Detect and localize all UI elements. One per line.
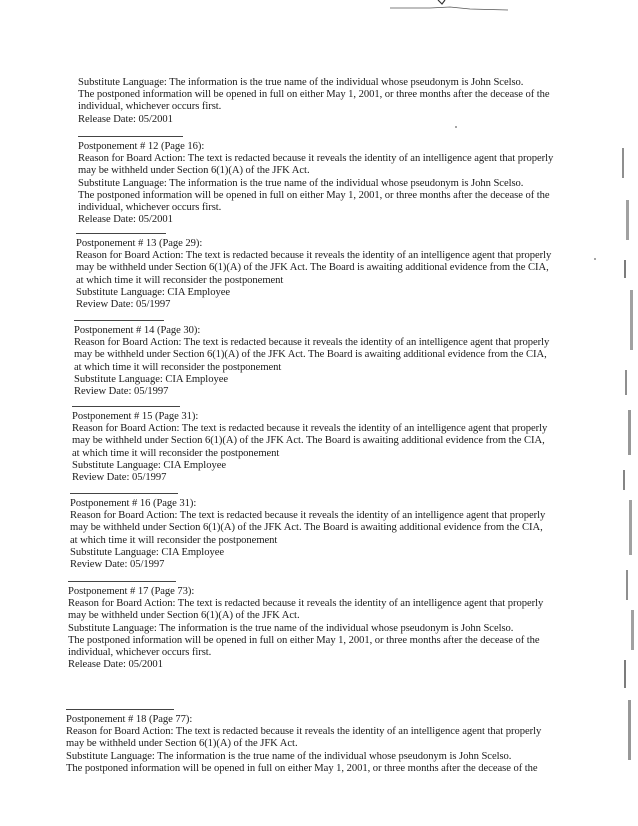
section-divider xyxy=(78,136,183,137)
postponement-text-line: The postponed information will be opened in full on either May 1, 2001, or three months after the decease of the xyxy=(68,634,540,646)
section-divider xyxy=(72,406,180,407)
postponement-text-line: at which time it will reconsider the postponement xyxy=(70,534,278,546)
postponement-text-line: individual, whichever occurs first. xyxy=(78,101,222,113)
postponement-text-line: may be withheld under Section 6(1)(A) of the JFK Act. The Board is awaiting additional evidence from the CIA, xyxy=(70,522,543,534)
postponement-text-line: Reason for Board Action: The text is redacted because it reveals the identity of an intelligence agent that properly xyxy=(70,510,546,522)
postponement-text-line: may be withheld under Section 6(1)(A) of the JFK Act. xyxy=(78,165,310,177)
postponement-heading: Postponement # 16 (Page 31): xyxy=(70,498,197,509)
postponement-text-line: may be withheld under Section 6(1)(A) of the JFK Act. The Board is awaiting additional evidence from the CIA, xyxy=(72,435,545,447)
postponement-text-line: Reason for Board Action: The text is redacted because it reveals the identity of an intelligence agent that properly xyxy=(72,423,548,435)
postponement-text-line: Substitute Language: CIA Employee xyxy=(72,459,226,471)
postponement-text-line: Reason for Board Action: The text is redacted because it reveals the identity of an intelligence agent that properly xyxy=(68,598,544,610)
postponement-text-line: Substitute Language: CIA Employee xyxy=(74,373,228,385)
scan-artifact-top xyxy=(390,0,510,12)
section-divider xyxy=(70,493,178,494)
postponement-text-line: The postponed information will be opened in full on either May 1, 2001, or three months after the decease of the xyxy=(78,89,550,101)
postponement-heading: Postponement # 15 (Page 31): xyxy=(72,411,199,422)
scan-edge-noise xyxy=(616,140,638,780)
postponement-heading: Postponement # 17 (Page 73): xyxy=(68,586,195,597)
postponement-text-line: The postponed information will be opened in full on either May 1, 2001, or three months after the decease of the xyxy=(78,189,550,201)
postponement-text-line: Substitute Language: The information is the true name of the individual whose pseudonym is John Scelso. xyxy=(78,77,524,88)
postponement-text-line: Review Date: 05/1997 xyxy=(70,559,165,570)
postponement-text-line: Reason for Board Action: The text is redacted because it reveals the identity of an intelligence agent that properly xyxy=(76,250,552,262)
postponement-text-line: individual, whichever occurs first. xyxy=(78,202,222,213)
scan-speck xyxy=(594,258,596,260)
postponement-text-line: Substitute Language: The information is the true name of the individual whose pseudonym is John Scelso. xyxy=(78,177,524,189)
postponement-heading: Postponement # 13 (Page 29): xyxy=(76,238,203,249)
postponement-text-line: Substitute Language: The information is the true name of the individual whose pseudonym is John Scelso. xyxy=(68,622,514,634)
postponement-text-line: Review Date: 05/1997 xyxy=(74,386,169,397)
postponement-text-line: Substitute Language: CIA Employee xyxy=(70,546,224,558)
postponement-text-line: Substitute Language: The information is the true name of the individual whose pseudonym is John Scelso. xyxy=(66,750,512,762)
postponement-heading: Postponement # 18 (Page 77): xyxy=(66,714,193,725)
postponement-text-line: may be withheld under Section 6(1)(A) of the JFK Act. The Board is awaiting additional evidence from the CIA, xyxy=(76,262,549,274)
postponement-heading: Postponement # 14 (Page 30): xyxy=(74,325,201,336)
postponement-text-line: Substitute Language: CIA Employee xyxy=(76,286,230,298)
postponement-text-line: The postponed information will be opened in full on either May 1, 2001, or three months after the decease of the xyxy=(66,762,538,774)
postponement-text-line: may be withheld under Section 6(1)(A) of the JFK Act. xyxy=(68,610,300,622)
postponement-text-line: Release Date: 05/2001 xyxy=(78,214,173,226)
postponement-text-line: Release Date: 05/2001 xyxy=(68,659,163,671)
postponement-text-line: individual, whichever occurs first. xyxy=(68,647,212,658)
scan-speck xyxy=(455,126,457,128)
postponement-text-line: at which time it will reconsider the postponement xyxy=(72,447,280,459)
postponement-text-line: Reason for Board Action: The text is redacted because it reveals the identity of an intelligence agent that properly xyxy=(66,726,542,738)
postponement-text-line: Release Date: 05/2001 xyxy=(78,113,173,125)
postponement-text-line: at which time it will reconsider the postponement xyxy=(74,361,282,373)
section-divider xyxy=(68,581,176,582)
postponement-text-line: may be withheld under Section 6(1)(A) of the JFK Act. xyxy=(66,738,298,750)
postponement-text-line: Reason for Board Action: The text is redacted because it reveals the identity of an intelligence agent that properly xyxy=(74,337,550,349)
postponement-text-line: may be withheld under Section 6(1)(A) of the JFK Act. The Board is awaiting additional evidence from the CIA, xyxy=(74,349,547,361)
postponement-text-line: Reason for Board Action: The text is redacted because it reveals the identity of an intelligence agent that properly xyxy=(78,153,554,165)
section-divider xyxy=(66,709,174,710)
postponement-text-line: Review Date: 05/1997 xyxy=(72,472,167,483)
section-divider xyxy=(76,233,166,234)
postponement-heading: Postponement # 12 (Page 16): xyxy=(78,141,205,152)
postponement-text-line: Review Date: 05/1997 xyxy=(76,299,171,310)
postponement-text-line: at which time it will reconsider the postponement xyxy=(76,274,284,286)
section-divider xyxy=(74,320,164,321)
